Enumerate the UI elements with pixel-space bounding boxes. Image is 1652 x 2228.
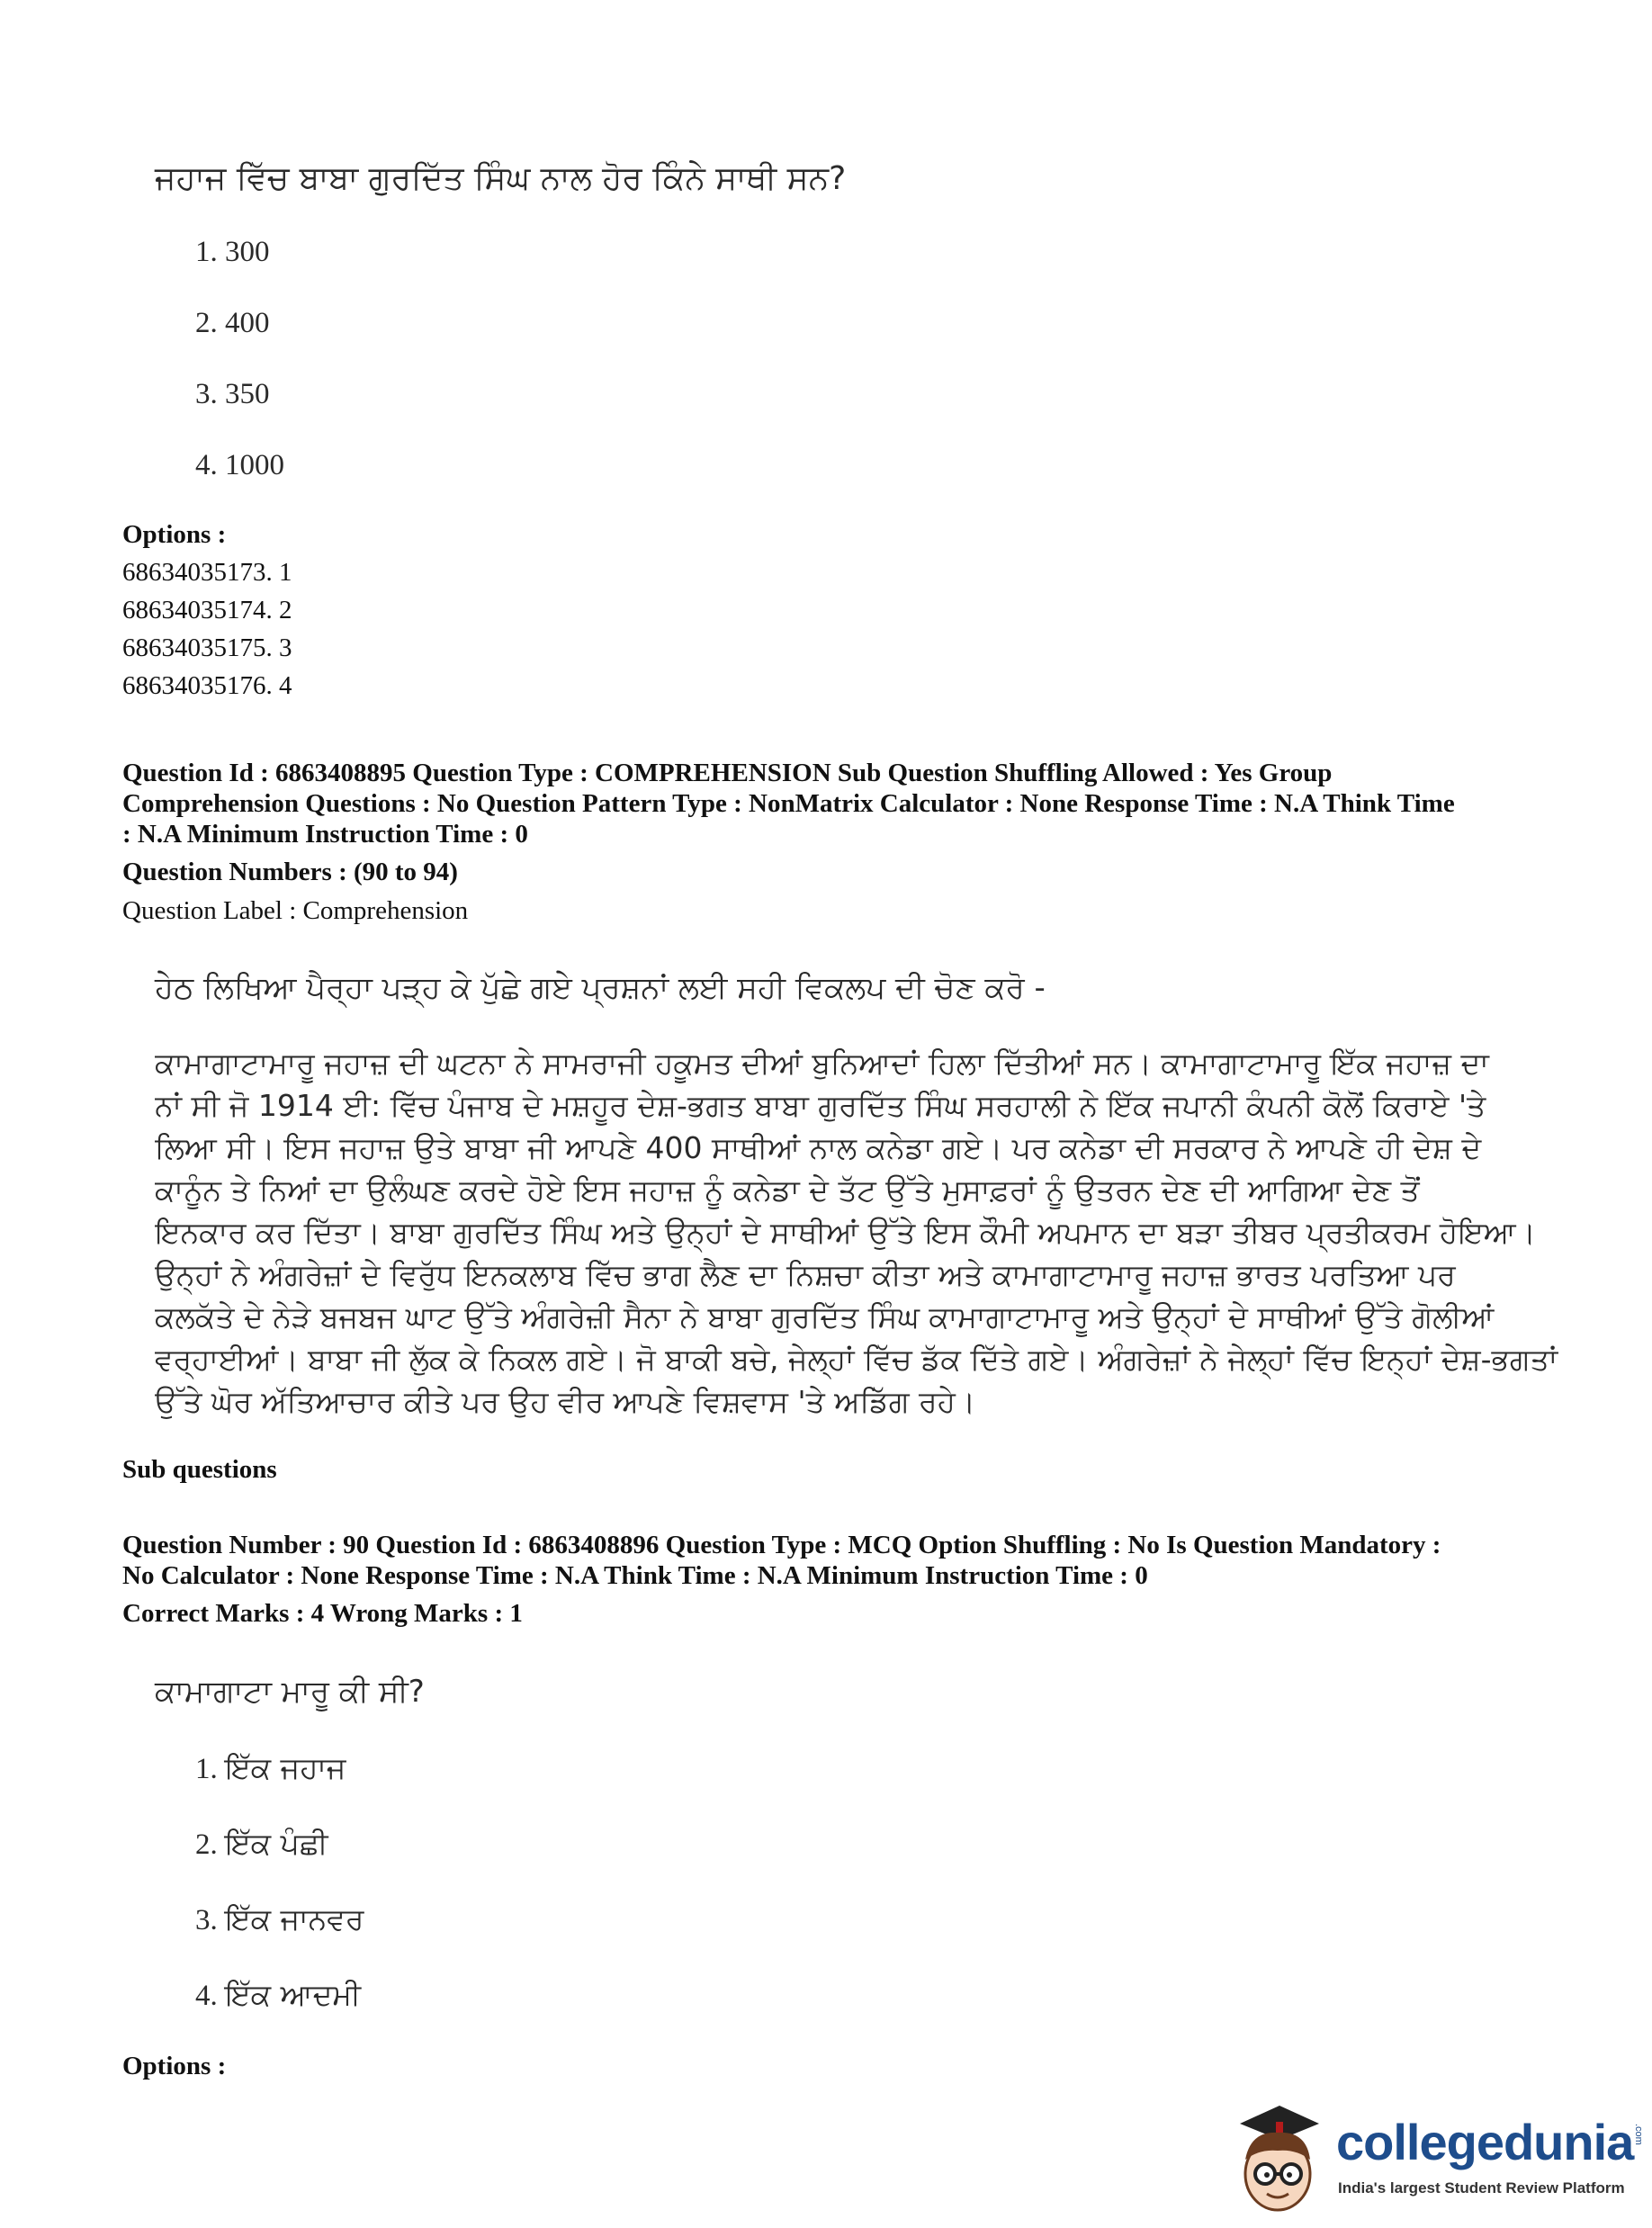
- q90-choice-text: ਇੱਕ ਜਾਨਵਰ: [225, 1901, 364, 1936]
- q90-choice-3: [195, 1901, 364, 1937]
- q90-choice-text: ਇੱਕ ਆਦਮੀ: [225, 1977, 362, 2012]
- q90-choice-number: 4.: [195, 1980, 218, 2012]
- comprehension-passage: [155, 1042, 1558, 1423]
- passage-line: ਕਾਨੂੰਨ ਤੇ ਨਿਆਂ ਦਾ ਉਲੰਘਣ ਕਰਦੇ ਹੋਏ ਇਸ ਜਹਾਜ਼ ਨੂੰ ਕਨੇਡਾ ਦੇ ਤੱਟ ਉੱਤੇ ਮੁਸਾਫ਼ਰਾਂ ਨੂੰ ਉਤਰਨ ਦੇਣ ਦੀ ਆਗਿਆ ਦੇਣ ਤੋਂ: [155, 1172, 1420, 1208]
- passage-line: ਕਾਮਾਗਾਟਾਮਾਰੂ ਜਹਾਜ਼ ਦੀ ਘਟਨਾ ਨੇ ਸਾਮਰਾਜੀ ਹਕੂਮਤ ਦੀਆਂ ਬੁਨਿਆਦਾਂ ਹਿਲਾ ਦਿੱਤੀਆਂ ਸਨ। ਕਾਮਾਗਾਟਾਮਾਰੂ ਇੱਕ ਜਹਾਜ਼ ਦਾ: [155, 1046, 1489, 1081]
- q90-choice-2: [195, 1826, 328, 1862]
- q90-choice-number: 2.: [195, 1828, 218, 1861]
- passage-line: ਲਿਆ ਸੀ। ਇਸ ਜਹਾਜ਼ ਉਤੇ ਬਾਬਾ ਜੀ ਆਪਣੇ 400 ਸਾਥੀਆਂ ਨਾਲ ਕਨੇਡਾ ਗਏ। ਪਰ ਕਨੇਡਾ ਦੀ ਸਰਕਾਰ ਨੇ ਆਪਣੇ ਹੀ ਦੇਸ਼ ਦੇ: [155, 1130, 1482, 1165]
- q90-question-text: ਕਾਮਾਗਾਟਾ ਮਾਰੂ ਕੀ ਸੀ?: [155, 1674, 425, 1710]
- brand-suffix: .com: [1633, 2124, 1644, 2145]
- collegedunia-watermark: [1224, 2097, 1647, 2223]
- question-label: Question Label : Comprehension: [122, 896, 469, 925]
- q90-choice-number: 3.: [195, 1904, 218, 1936]
- q89-question-text: ਜਹਾਜ ਵਿੱਚ ਬਾਬਾ ਗੁਰਦਿੱਤ ਸਿੰਘ ਨਾਲ ਹੋਰ ਕਿੰਨੇ ਸਾਥੀ ਸਨ?: [155, 160, 847, 197]
- q89-choice-3: 3. 350: [195, 378, 270, 410]
- q89-option-1: 68634035173. 1: [122, 558, 292, 587]
- q90-choice-number: 1.: [195, 1753, 218, 1785]
- passage-line: ਵਰ੍ਹਾਈਆਂ। ਬਾਬਾ ਜੀ ਲੁੱਕ ਕੇ ਨਿਕਲ ਗਏ। ਜੋ ਬਾਕੀ ਬਚੇ, ਜੇਲ੍ਹਾਂ ਵਿੱਚ ਡੱਕ ਦਿੱਤੇ ਗਏ। ਅੰਗਰੇਜ਼ਾਂ ਨੇ ਜੇਲ੍ਹਾਂ ਵਿੱਚ ਇਨ੍ਹਾਂ ਦੇਸ਼-ਭਗਤਾਂ: [155, 1342, 1558, 1377]
- q90-choice-text: ਇੱਕ ਜਹਾਜ: [225, 1750, 346, 1785]
- q89-choice-2: 2. 400: [195, 307, 270, 339]
- brand-tagline: India's largest Student Review Platform: [1338, 2179, 1625, 2197]
- comprehension-meta-line-3: : N.A Minimum Instruction Time : 0: [122, 820, 528, 849]
- q90-options-label: Options :: [122, 2052, 227, 2080]
- passage-line: ਉੱਤੇ ਘੋਰ ਅੱਤਿਆਚਾਰ ਕੀਤੇ ਪਰ ਉਹ ਵੀਰ ਆਪਣੇ ਵਿਸ਼ਵਾਸ 'ਤੇ ਅਡਿੱਗ ਰਹੇ।: [155, 1384, 976, 1419]
- q90-choice-1: [195, 1750, 346, 1786]
- question-numbers: Question Numbers : (90 to 94): [122, 858, 458, 886]
- q90-meta-line-2: No Calculator : None Response Time : N.A Think Time : N.A Minimum Instruction Time : 0: [122, 1561, 1148, 1590]
- q90-meta-line-1: Question Number : 90 Question Id : 6863408896 Question Type : MCQ Option Shuffling : No Is Question Mandatory :: [122, 1531, 1441, 1559]
- passage-line: ਉਨ੍ਹਾਂ ਨੇ ਅੰਗਰੇਜ਼ਾਂ ਦੇ ਵਿਰੁੱਧ ਇਨਕਲਾਬ ਵਿੱਚ ਭਾਗ ਲੈਣ ਦਾ ਨਿਸ਼ਚਾ ਕੀਤਾ ਅਤੇ ਕਾਮਾਗਾਟਾਮਾਰੂ ਜਹਾਜ਼ ਭਾਰਤ ਪਰਤਿਆ ਪਰ: [155, 1257, 1456, 1292]
- passage-line: ਇਨਕਾਰ ਕਰ ਦਿੱਤਾ। ਬਾਬਾ ਗੁਰਦਿੱਤ ਸਿੰਘ ਅਤੇ ਉਨ੍ਹਾਂ ਦੇ ਸਾਥੀਆਂ ਉੱਤੇ ਇਸ ਕੌਮੀ ਅਪਮਾਨ ਦਾ ਬੜਾ ਤੀਬਰ ਪ੍ਰਤੀਕਰਮ ਹੋਇਆ।: [155, 1215, 1536, 1250]
- comprehension-meta-line-2: Comprehension Questions : No Question Pattern Type : NonMatrix Calculator : None Response Time : N.A Think Time: [122, 789, 1455, 818]
- brand-name: collegedunia: [1336, 2114, 1634, 2170]
- q89-choice-1: 1. 300: [195, 236, 270, 268]
- q89-option-4: 68634035176. 4: [122, 671, 292, 700]
- q89-option-2: 68634035174. 2: [122, 596, 292, 624]
- q89-option-3: 68634035175. 3: [122, 633, 292, 662]
- q90-marks: Correct Marks : 4 Wrong Marks : 1: [122, 1599, 523, 1628]
- comprehension-instruction: ਹੇਠ ਲਿਖਿਆ ਪੈਰ੍ਹਾ ਪੜ੍ਹ ਕੇ ਪੁੱਛੇ ਗਏ ਪ੍ਰਸ਼ਨਾਂ ਲਈ ਸਹੀ ਵਿਕਲਪ ਦੀ ਚੋਣ ਕਰੋ -: [155, 970, 1046, 1006]
- passage-line: ਨਾਂ ਸੀ ਜੋ 1914 ਈ: ਵਿੱਚ ਪੰਜਾਬ ਦੇ ਮਸ਼ਹੂਰ ਦੇਸ਼-ਭਗਤ ਬਾਬਾ ਗੁਰਦਿੱਤ ਸਿੰਘ ਸਰਹਾਲੀ ਨੇ ਇੱਕ ਜਪਾਨੀ ਕੰਪਨੀ ਕੋਲੋਂ ਕਿਰਾਏ 'ਤੇ: [155, 1088, 1486, 1123]
- sub-questions-heading: Sub questions: [122, 1455, 277, 1484]
- comprehension-meta-line-1: Question Id : 6863408895 Question Type : COMPREHENSION Sub Question Shuffling Allowed : Yes Group: [122, 759, 1333, 787]
- passage-line: ਕਲਕੱਤੇ ਦੇ ਨੇੜੇ ਬਜਬਜ ਘਾਟ ਉੱਤੇ ਅੰਗਰੇਜ਼ੀ ਸੈਨਾ ਨੇ ਬਾਬਾ ਗੁਰਦਿੱਤ ਸਿੰਘ ਕਾਮਾਗਾਟਾਮਾਰੂ ਅਤੇ ਉਨ੍ਹਾਂ ਦੇ ਸਾਥੀਆਂ ਉੱਤੇ ਗੋਲੀਆਂ: [155, 1299, 1495, 1334]
- q90-choice-text: ਇੱਕ ਪੰਛੀ: [225, 1826, 328, 1861]
- q89-choice-4: 4. 1000: [195, 449, 284, 481]
- q90-choice-4: [195, 1977, 361, 2013]
- mascot-icon: [1224, 2097, 1332, 2218]
- q89-options-label: Options :: [122, 520, 227, 549]
